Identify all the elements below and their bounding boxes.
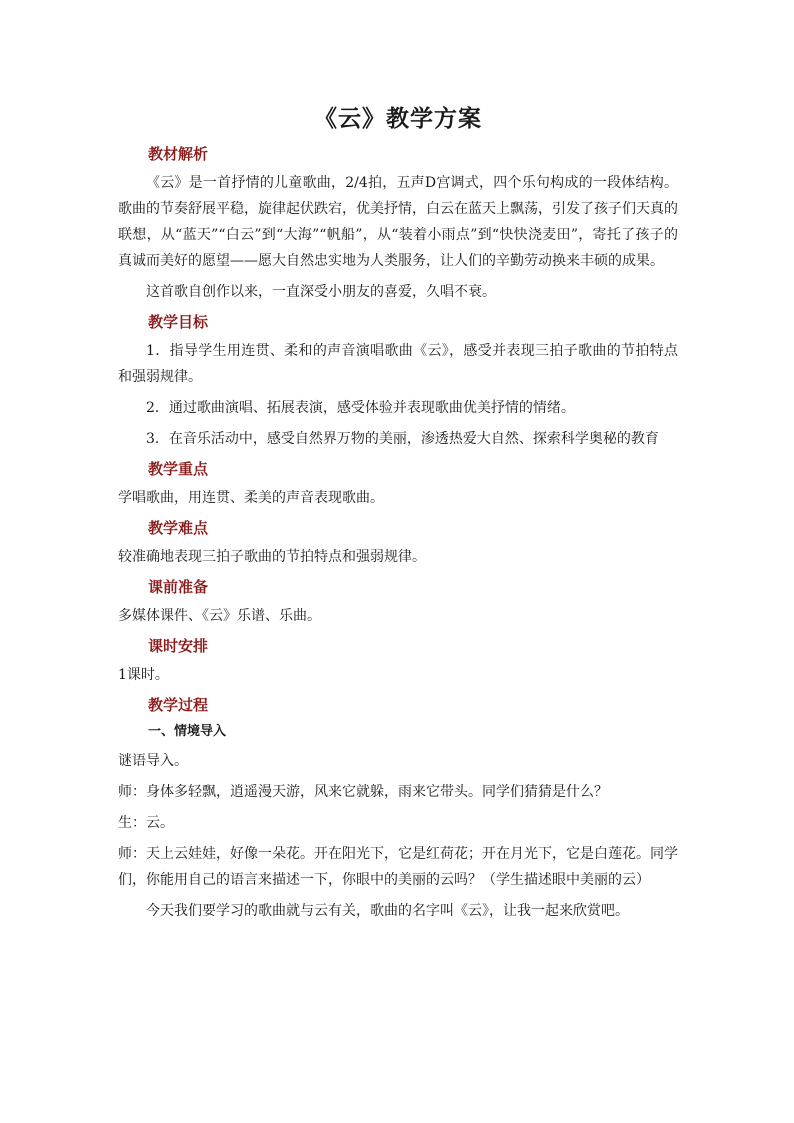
paragraph: 《云》是一首抒情的儿童歌曲，2/4拍，五声D宫调式，四个乐句构成的一段体结构。歌曲的节奏舒展平稳，旋律起伏跌宕，优美抒情，白云在蓝天上飘荡，引发了孩子们天真的联想，从“蓝天”“白云”到“大海”“帆船”，从“装着小雨点”到“快快浇麦田”，寄托了孩子的真诚而美好的愿望——愿大自然忠实地为人类服务，让人们的辛勤劳动换来丰硕的成果。 [118, 175, 678, 269]
dialogue-line: 生：云。 [118, 815, 174, 831]
paragraph: 今天我们要学习的歌曲就与云有关，歌曲的名字叫《云》，让我一起来欣赏吧。 [146, 903, 629, 919]
section-heading-textbook-analysis: 教材解析 [148, 145, 209, 163]
dialogue-line: 师：身体多轻飘，逍遥漫天游，风来它就躲，雨来它带头。同学们猜猜是什么？ [118, 784, 608, 800]
paragraph: 谜语导入。 [118, 753, 188, 769]
goal-item: 3．在音乐活动中，感受自然界万物的美丽，渗透热爱大自然、探索科学奥秘的教育 [146, 431, 659, 447]
goal-item: 1．指导学生用连贯、柔和的声音演唱歌曲《云》，感受并表现三拍子歌曲的节拍特点和强弱规律。 [118, 343, 678, 385]
goal-item: 2．通过歌曲演唱、拓展表演，感受体验并表现歌曲优美抒情的情绪。 [146, 400, 575, 416]
paragraph: 较准确地表现三拍子歌曲的节拍特点和强弱规律。 [118, 549, 426, 565]
paragraph: 1课时。 [118, 667, 169, 683]
document-body [118, 100, 678, 929]
section-heading-key-points: 教学重点 [148, 460, 209, 478]
section-heading-teaching-process: 教学过程 [148, 696, 209, 714]
paragraph: 这首歌自创作以来，一直深受小朋友的喜爱，久唱不衰。 [146, 284, 496, 300]
dialogue-line: 师：天上云娃娃，好像一朵花。开在阳光下，它是红荷花；开在月光下，它是白莲花。同学们，你能用自己的语言来描述一下，你眼中的美丽的云吗？（学生描述眼中美丽的云） [118, 846, 678, 888]
subsection-heading-scenario-intro: 一、情境导入 [148, 724, 227, 739]
document-title: 《云》教学方案 [314, 105, 482, 132]
section-heading-teaching-goals: 教学目标 [148, 313, 209, 331]
section-heading-preparation: 课前准备 [148, 578, 209, 596]
section-heading-difficulties: 教学难点 [148, 519, 209, 537]
paragraph: 多媒体课件、《云》乐谱、乐曲。 [118, 608, 321, 624]
paragraph: 学唱歌曲，用连贯、柔美的声音表现歌曲。 [118, 490, 384, 506]
section-heading-schedule: 课时安排 [148, 637, 209, 655]
